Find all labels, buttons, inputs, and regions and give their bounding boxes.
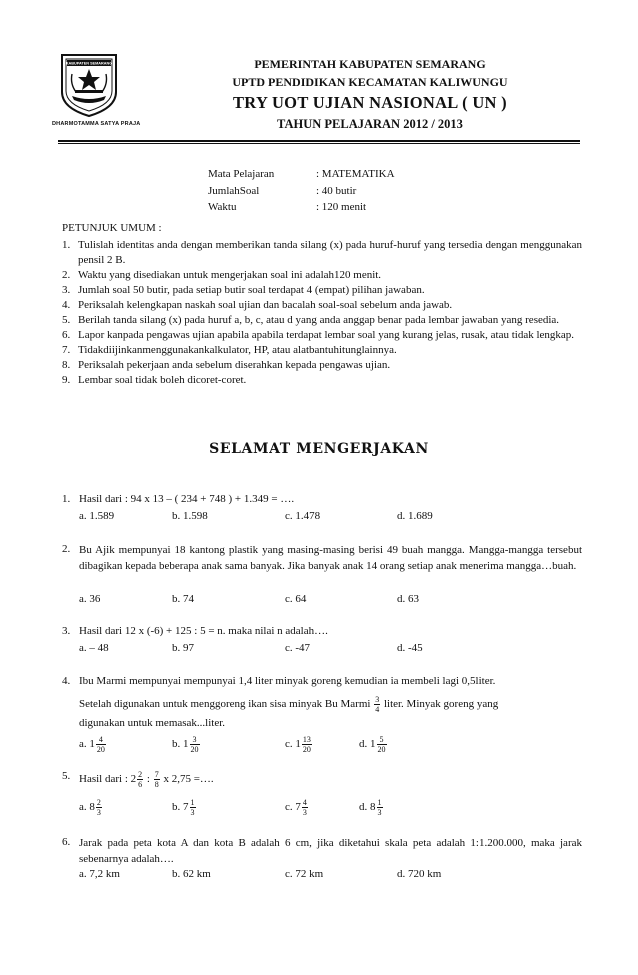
- question-text: Hasil dari 12 x (-6) + 125 : 5 = n. maka nilai n adalah….: [79, 625, 328, 637]
- option-a: a. – 48: [79, 642, 109, 654]
- good-luck-heading: SELAMAT MENGERJAKAN: [209, 441, 429, 457]
- info-label-count: JumlahSoal: [208, 185, 260, 197]
- instructions-list: [62, 238, 582, 388]
- question-text: Jarak pada peta kota A dan kota B adalah 6 cm, jika diketahui skala peta adalah 1:1.200.000, maka jarak sebenarnya adalah….: [79, 837, 582, 865]
- header-divider: [58, 140, 580, 142]
- exam-title: TRY UOT UJIAN NASIONAL ( UN ): [233, 93, 507, 112]
- instruction-item: 7. Tidakdiijinkanmenggunakankalkulator, HP, atau alatbantuhitunglainnya.: [62, 344, 397, 356]
- instruction-item: 5. Berilah tanda silang (x) pada huruf a, b, c, atau d yang anda anggap benar pada lembar jawaban yang resedia.: [62, 314, 560, 326]
- question-number: 4.: [62, 675, 71, 687]
- info-value-subject: : MATEMATIKA: [316, 168, 395, 180]
- option-d: d. 8 $\frac{1}{3}$: [359, 798, 382, 817]
- question-text-line-1: Ibu Marmi mempunyai mempunyai 1,4 liter minyak goreng kemudian ia membeli lagi 0,5liter.: [79, 675, 496, 687]
- header-divider-thin: [58, 143, 580, 144]
- option-a: a. 8 $\frac{2}{3}$: [79, 798, 101, 817]
- instruction-item: 8. Periksalah pekerjaan anda sebelum diserahkan kepada pengawas ujian.: [62, 359, 391, 371]
- emblem-caption: DHARMOTAMMA SATYA PRAJA: [52, 121, 141, 127]
- option-c: c. -47: [285, 642, 311, 654]
- question-number: 5.: [62, 770, 71, 782]
- option-d: d. 63: [397, 593, 419, 605]
- option-b: b. 1 $\frac{3}{20}$: [172, 735, 199, 754]
- info-value-count: : 40 butir: [316, 185, 357, 197]
- option-d: d. 1.689: [397, 510, 433, 522]
- option-a: a. 1.589: [79, 510, 115, 522]
- option-c: c. 64: [285, 593, 307, 605]
- option-b: b. 1.598: [172, 510, 208, 522]
- fraction-three-quarters: $\frac{3}{4}$: [375, 695, 380, 714]
- instruction-item: 9. Lembar soal tidak boleh dicoret-coret.: [62, 374, 247, 386]
- option-b: b. 62 km: [172, 868, 211, 880]
- header-line-2: UPTD PENDIDIKAN KECAMATAN KALIWUNGU: [232, 75, 508, 89]
- instruction-item: 2. Waktu yang disediakan untuk mengerjakan soal ini adalah120 menit.: [62, 269, 382, 281]
- header-line-1: PEMERINTAH KABUPATEN SEMARANG: [254, 57, 486, 71]
- option-c: c. 72 km: [285, 868, 324, 880]
- question-text-line-3: digunakan untuk memasak...liter.: [79, 717, 226, 729]
- option-c: c. 7 $\frac{4}{3}$: [285, 798, 307, 817]
- instruction-item: 3. Jumlah soal 50 butir, pada setiap butir soal terdapat 4 (empat) pilihan jawaban.: [62, 284, 425, 296]
- instructions-title: PETUNJUK UMUM :: [62, 222, 162, 234]
- question-number: 6.: [62, 836, 71, 848]
- info-value-time: : 120 menit: [316, 201, 367, 213]
- option-d: d. -45: [397, 642, 423, 654]
- option-d: d. 1 $\frac{5}{20}$: [359, 735, 386, 754]
- question-text-line-2: Setelah digunakan untuk menggoreng ikan sisa minyak Bu Marmi $\frac{3}{4}$ liter. Minyak goreng yang: [79, 695, 499, 714]
- option-c: c. 1.478: [285, 510, 321, 522]
- instruction-item: 6. Lapor kanpada pengawas ujian apabila apabila terdapat lembar soal yang kurang jelas, rusak, atau tidak lengkap.: [62, 329, 575, 341]
- academic-year: TAHUN PELAJARAN 2012 / 2013: [277, 117, 463, 131]
- semarang-regency-emblem-icon: [58, 52, 120, 118]
- question-number: 3.: [62, 625, 71, 637]
- instruction-item: 1. Tulislah identitas anda dengan memberikan tanda silang (x) pada huruf-huruf yang tersedia dengan menggunakan pensil 2 B.: [62, 239, 582, 266]
- info-label-subject: Mata Pelajaran: [208, 168, 275, 180]
- option-a: a. 1 $\frac{4}{20}$: [79, 735, 105, 754]
- question-text: Hasil dari : 2 $\frac{2}{6}$ : $\frac{7}{8}$ x 2,75 =….: [79, 770, 214, 789]
- question-text: Hasil dari : 94 x 13 – ( 234 + 748 ) + 1.349 = ….: [79, 493, 295, 505]
- option-a: a. 36: [79, 593, 101, 605]
- option-b: b. 74: [172, 593, 194, 605]
- option-b: b. 7 $\frac{1}{3}$: [172, 798, 195, 817]
- question-text: Bu Ajik mempunyai 18 kantong plastik yang masing-masing berisi 49 buah mangga. Mangga-mangga tersebut dibagikan kepada beberapa anak sama banyak. Jika banyak anak 14 orang setiap anak menerima mangga…buah.: [79, 544, 582, 572]
- option-a: a. 7,2 km: [79, 868, 120, 880]
- option-c: c. 1 $\frac{13}{20}$: [285, 735, 311, 754]
- info-label-time: Waktu: [208, 201, 237, 213]
- question-number: 1.: [62, 493, 71, 505]
- emblem-banner: KABUPATEN SEMARANG: [65, 61, 113, 66]
- question-number: 2.: [62, 543, 71, 555]
- option-d: d. 720 km: [397, 868, 442, 880]
- option-b: b. 97: [172, 642, 194, 654]
- instruction-item: 4. Periksalah kelengkapan naskah soal ujian dan bacalah soal-soal sebelum anda jawab.: [62, 299, 453, 311]
